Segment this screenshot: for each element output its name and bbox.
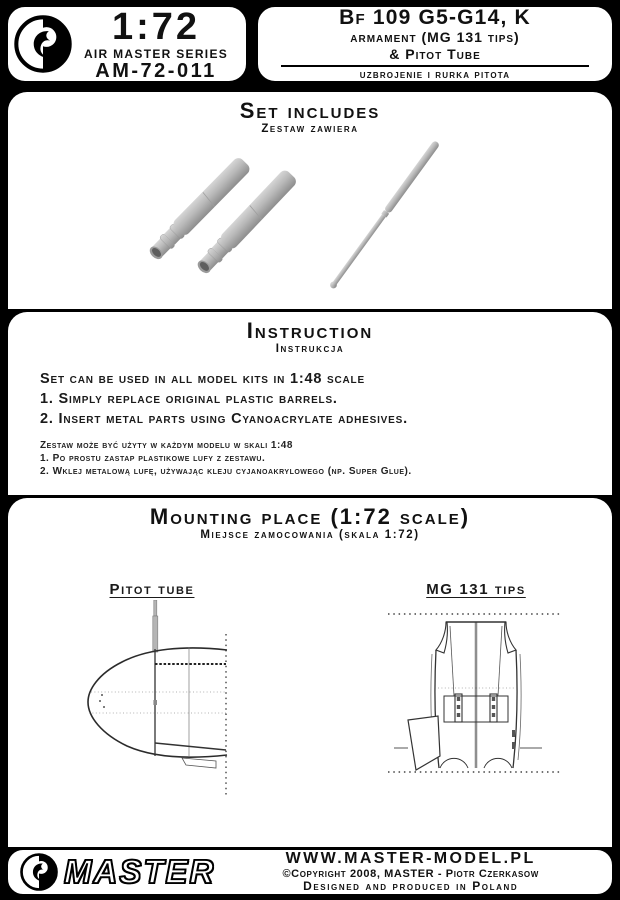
title-divider: [281, 65, 589, 67]
mg131-mounting-diagram: [386, 600, 566, 800]
product-title: Bf 109 G5-G14, K: [339, 6, 531, 30]
instruction-line-en-1: Set can be used in all model kits in 1:48 scale: [40, 370, 365, 387]
footer-text: [221, 850, 600, 894]
figure-label-mg131: MG 131 tips: [426, 580, 526, 598]
product-code: AM-72-011: [95, 59, 217, 82]
product-subtitle-armament: armament (MG 131 tips): [350, 29, 520, 46]
mounting-place-panel: [5, 495, 615, 847]
instruction-panel: [5, 309, 615, 495]
mg131-barrel-1: [146, 156, 252, 263]
instruction-line-pl-3: 2. Wklej metalową lufę, używając kleju cyjanoakrylowego (np. Super Glue).: [40, 465, 412, 477]
website-url: WWW.MASTER-MODEL.PL: [285, 850, 536, 868]
instruction-polish-lines: [40, 439, 612, 478]
copyright-line: ©Copyright 2008, MASTER - Piotr Czerkasow: [282, 868, 539, 881]
origin-line: Designed and produced in Poland: [303, 879, 519, 894]
figure-mg131: [386, 581, 566, 800]
mounting-heading: Mounting place (1:72 scale): [149, 504, 471, 529]
mounting-figures: [8, 581, 612, 800]
mg131-breech-slot-right: [490, 694, 497, 722]
header: [0, 0, 620, 89]
header-title-panel: [255, 4, 615, 84]
brand-wordmark: MASTER: [64, 852, 216, 890]
header-left-text: [76, 5, 236, 82]
instruction-english-lines: [40, 369, 612, 429]
parts-photo: [14, 137, 614, 301]
figure-label-pitot: Pitot tube: [109, 580, 195, 598]
instruction-line-pl-1: Zestaw może być użyty w każdym modelu w skali 1:48: [40, 439, 293, 451]
footer-panel: [5, 847, 615, 897]
figure-pitot: [54, 581, 250, 800]
mg131-breech-slot-left: [455, 694, 462, 722]
instruction-line-en-2: 1. Simply replace original plastic barrels.: [40, 390, 338, 407]
pitot-mounting-diagram: [54, 600, 250, 800]
pitot-tube-part: [328, 140, 440, 290]
mounting-heading-pl: Miejsce zamocowania (skala 1:72): [200, 529, 420, 542]
series-label: AIR MASTER SERIES: [83, 46, 229, 61]
instruction-heading-pl: Instrukcja: [275, 343, 345, 356]
set-includes-heading: Set includes: [239, 98, 381, 123]
set-includes-heading-pl: Zestaw zawiera: [261, 123, 359, 136]
header-left-panel: [5, 4, 249, 84]
mg131-barrel-2: [194, 168, 299, 277]
instruction-heading: Instruction: [246, 318, 374, 343]
brand-logo-icon-footer: [20, 852, 58, 892]
product-subtitle-pitot: & Pitot Tube: [389, 45, 481, 62]
set-includes-panel: [5, 89, 615, 309]
instruction-line-pl-2: 1. Po prostu zastap plastikowe lufy z zestawu.: [40, 452, 266, 464]
product-subtitle-polish: uzbrojenie i rurka pitota: [359, 68, 511, 81]
scale-label: 1:72: [111, 5, 201, 48]
brand-logo-icon: [14, 13, 72, 75]
instruction-line-en-3: 2. Insert metal parts using Cyanoacrylate adhesives.: [40, 410, 408, 427]
